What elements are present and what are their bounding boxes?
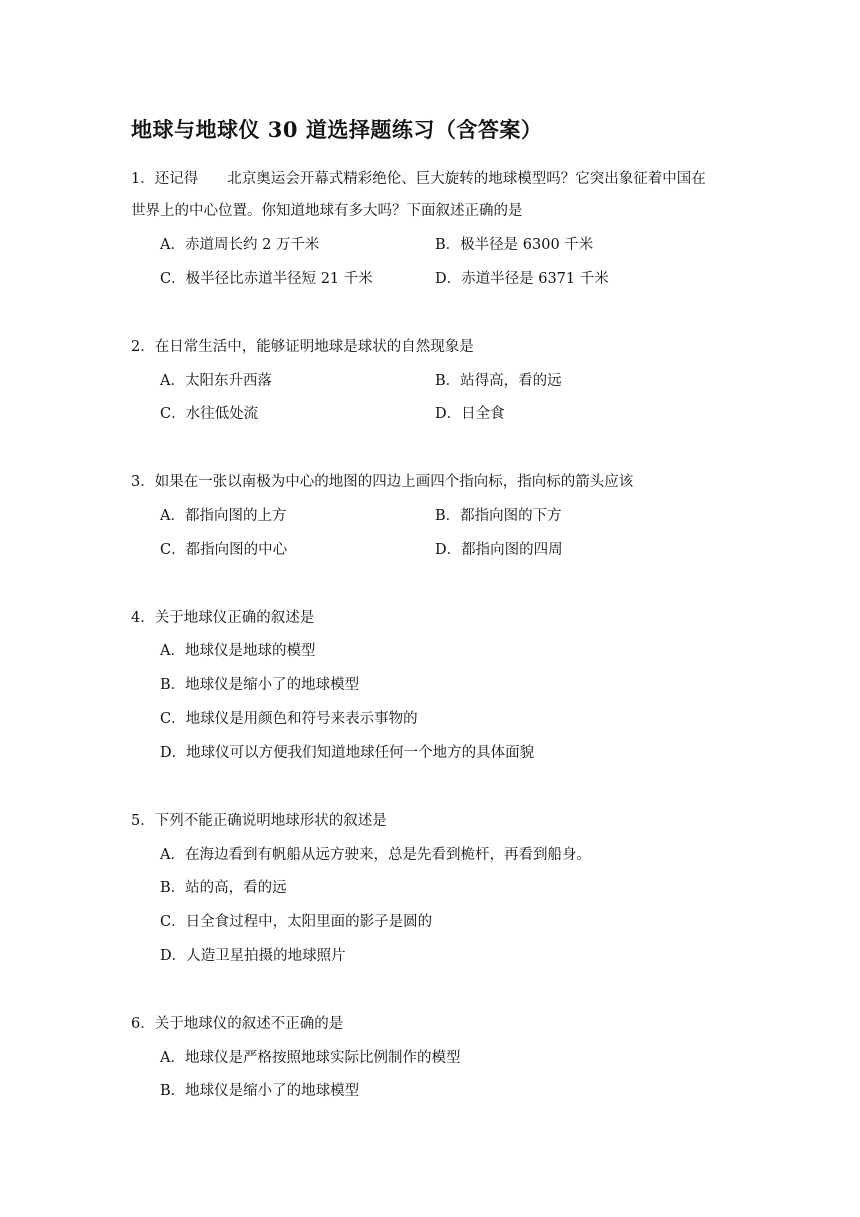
option-c: C．水往低处流 — [160, 406, 259, 422]
question-2 — [131, 337, 474, 357]
question-1 — [131, 169, 706, 219]
option-d: D．赤道半径是 6371 千米 — [435, 271, 609, 287]
question-6 — [131, 1014, 343, 1034]
page-title: 地球与地球仪 30 道选择题练习（含答案） — [131, 117, 543, 142]
option-c: C．日全食过程中，太阳里面的影子是圆的 — [160, 914, 433, 930]
option-a: A．在海边看到有帆船从远方驶来，总是先看到桅杆，再看到船身。 — [160, 847, 591, 863]
question-stem: 关于地球仪的叙述不正确的是 — [154, 1016, 344, 1032]
option-a: A．都指向图的上方 — [160, 508, 287, 524]
option-a: A．地球仪是严格按照地球实际比例制作的模型 — [160, 1050, 461, 1066]
option-d: D．人造卫星拍摄的地球照片 — [160, 948, 346, 964]
option-a: A．赤道周长约 2 万千米 — [160, 237, 320, 253]
option-b: B．地球仪是缩小了的地球模型 — [160, 1083, 360, 1099]
question-stem: 下列不能正确说明地球形状的叙述是 — [154, 813, 387, 829]
option-d: D．日全食 — [435, 406, 505, 422]
question-number: 6． — [131, 1016, 155, 1032]
option-a: A．地球仪是地球的模型 — [160, 643, 316, 659]
question-number: 1． — [131, 171, 155, 187]
option-b: B．站得高，看的远 — [435, 373, 562, 389]
question-3 — [131, 472, 633, 492]
question-4 — [131, 608, 314, 628]
question-number: 5． — [131, 813, 155, 829]
question-stem-continued: 世界上的中心位置。你知道地球有多大吗？下面叙述正确的是 — [131, 203, 523, 219]
option-a: A．太阳东升西落 — [160, 373, 272, 389]
option-b: B．地球仪是缩小了的地球模型 — [160, 677, 360, 693]
question-stem: 还记得 北京奥运会开幕式精彩绝伦、巨大旋转的地球模型吗？它突出象征着中国在 — [154, 171, 706, 187]
question-stem: 如果在一张以南极为中心的地图的四边上画四个指向标，指向标的箭头应该 — [154, 474, 634, 490]
option-b: B．站的高，看的远 — [160, 880, 287, 896]
option-d: D．地球仪可以方便我们知道地球任何一个地方的具体面貌 — [160, 745, 535, 761]
question-number: 4． — [131, 610, 155, 626]
question-number: 2． — [131, 339, 155, 355]
question-stem: 关于地球仪正确的叙述是 — [154, 610, 315, 626]
option-b: B．极半径是 6300 千米 — [435, 237, 594, 253]
question-number: 3． — [131, 474, 155, 490]
question-stem: 在日常生活中，能够证明地球是球状的自然现象是 — [154, 339, 474, 355]
option-c: C．地球仪是用颜色和符号来表示事物的 — [160, 711, 418, 727]
question-5 — [131, 811, 387, 831]
option-c: C．都指向图的中心 — [160, 542, 288, 558]
option-b: B．都指向图的下方 — [435, 508, 562, 524]
option-d: D．都指向图的四周 — [435, 542, 563, 558]
option-c: C．极半径比赤道半径短 21 千米 — [160, 271, 373, 287]
